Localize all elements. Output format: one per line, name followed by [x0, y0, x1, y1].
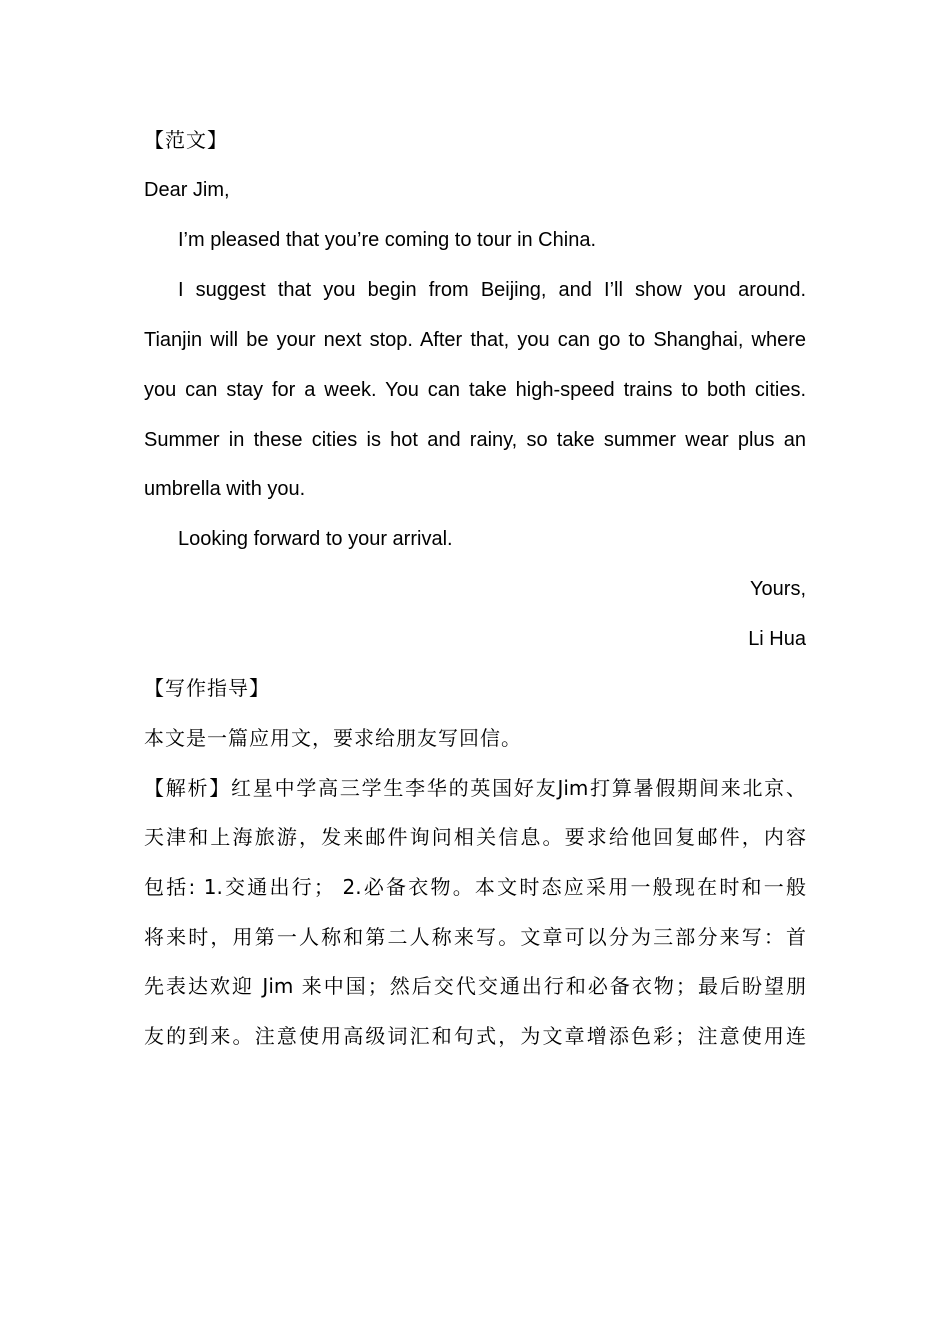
analysis-line-6: 友的到来。注意使用高级词汇和句式，为文章增添色彩；注意使用连: [144, 1024, 806, 1048]
letter-closing: Yours,: [750, 578, 806, 600]
letter-paragraph-2-line-2: Tianjin will be your next stop. After that, you can go to Shanghai, where: [144, 329, 806, 351]
analysis-line-4: 将来时，用第一人称和第二人称来写。文章可以分为三部分来写：首: [144, 925, 806, 949]
analysis-line-5: 先表达欢迎 Jim 来中国；然后交代交通出行和必备衣物；最后盼望朋: [144, 974, 806, 998]
letter-paragraph-2-line-3: you can stay for a week. You can take high-speed trains to both cities.: [144, 379, 806, 401]
analysis-line-1: 【解析】红星中学高三学生李华的英国好友Jim打算暑假期间来北京、: [144, 776, 806, 800]
letter-paragraph-2-line-4: Summer in these cities is hot and rainy, so take summer wear plus an: [144, 429, 806, 451]
letter-paragraph-2-line-1: I suggest that you begin from Beijing, and I’ll show you around.: [178, 279, 806, 301]
analysis-line-3: 包括: 1.交通出行； 2.必备衣物。本文时态应采用一般现在时和一般: [144, 875, 806, 899]
analysis-line-2: 天津和上海旅游，发来邮件询问相关信息。要求给他回复邮件，内容: [144, 825, 806, 849]
guide-intro: 本文是一篇应用文，要求给朋友写回信。: [144, 726, 522, 750]
guide-heading: 【写作指导】: [144, 676, 270, 700]
letter-salutation: Dear Jim,: [144, 179, 230, 201]
letter-signature: Li Hua: [748, 628, 806, 650]
letter-paragraph-1: I’m pleased that you’re coming to tour in China.: [178, 229, 596, 251]
letter-paragraph-3: Looking forward to your arrival.: [178, 528, 453, 550]
letter-paragraph-2-line-5: umbrella with you.: [144, 478, 306, 500]
sample-heading: 【范文】: [144, 128, 228, 152]
